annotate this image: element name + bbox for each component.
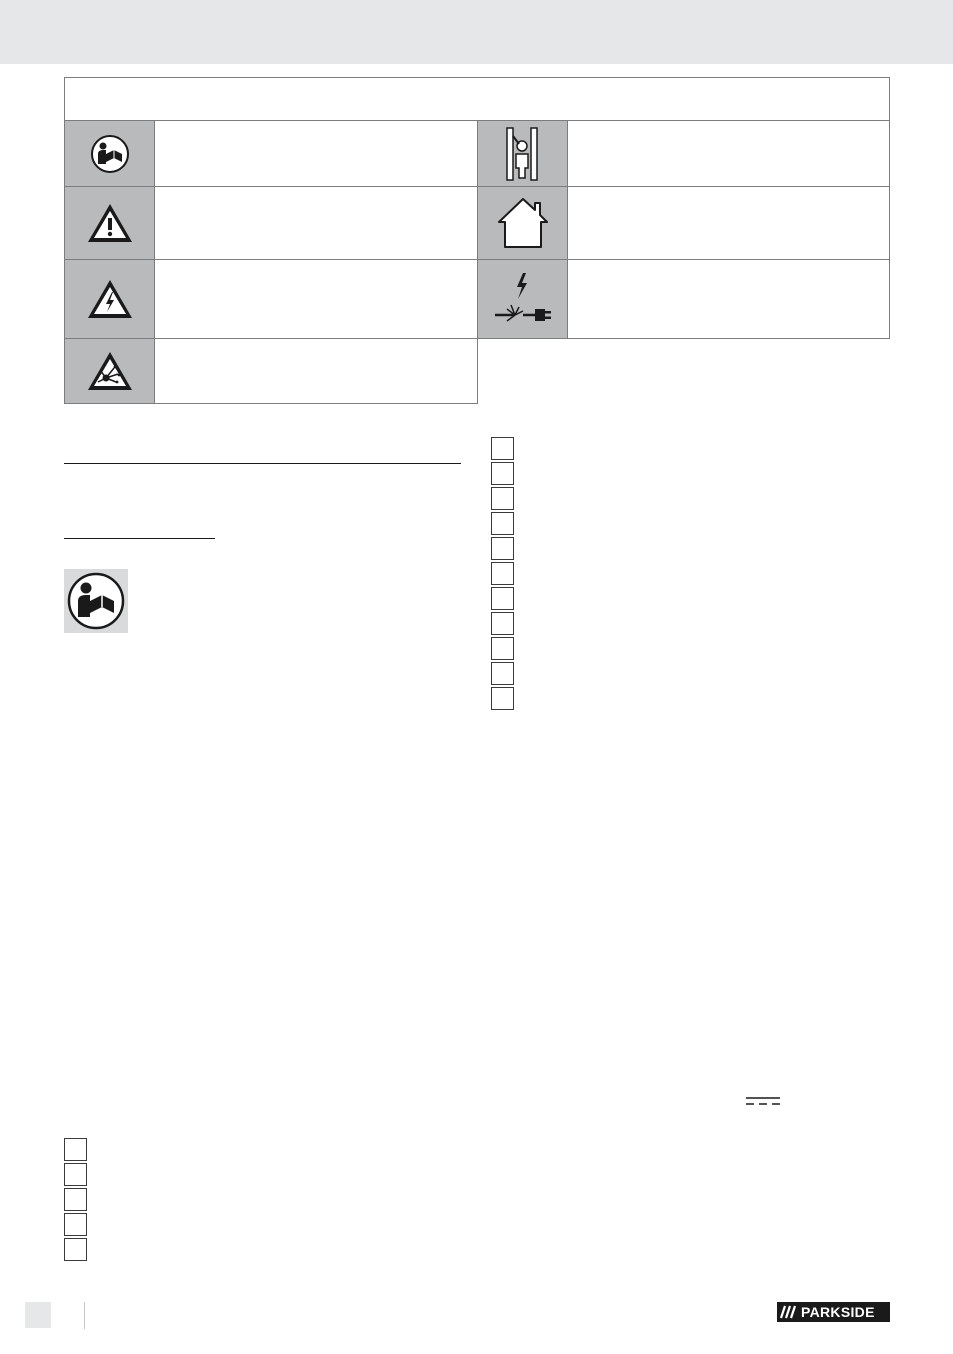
symbol-text-cell bbox=[154, 120, 478, 187]
subsection-heading-rule bbox=[64, 538, 215, 539]
symbol-text-cell bbox=[567, 259, 890, 339]
symbol-cell-damaged-cable bbox=[477, 259, 568, 339]
part-number-box bbox=[491, 587, 514, 610]
part-number-box bbox=[491, 512, 514, 535]
part-number-box bbox=[491, 487, 514, 510]
explosion-warning-icon bbox=[86, 350, 134, 392]
part-number-box bbox=[64, 1188, 87, 1211]
part-number-box bbox=[64, 1163, 87, 1186]
damaged-cable-unplug-icon bbox=[493, 271, 553, 327]
part-number-box bbox=[491, 637, 514, 660]
brand-name: PARKSIDE bbox=[801, 1304, 875, 1320]
symbol-text-cell bbox=[567, 120, 890, 187]
part-number-box bbox=[491, 562, 514, 585]
footer-divider bbox=[84, 1302, 85, 1329]
indoor-use-house-icon bbox=[496, 196, 550, 250]
section-heading-rule bbox=[64, 463, 461, 464]
part-number-box bbox=[491, 437, 514, 460]
part-number-box bbox=[64, 1213, 87, 1236]
symbol-text-cell bbox=[154, 338, 478, 404]
symbol-text-cell bbox=[154, 186, 478, 260]
read-manual-symbol bbox=[64, 569, 128, 633]
part-number-box bbox=[64, 1138, 87, 1161]
electric-shock-warning-icon bbox=[86, 278, 134, 320]
symbol-cell-children bbox=[477, 120, 568, 187]
part-number-box bbox=[491, 687, 514, 710]
header-band bbox=[0, 0, 953, 64]
keep-children-away-icon bbox=[503, 126, 543, 182]
brand-logo bbox=[777, 1302, 890, 1322]
symbol-cell-read-manual bbox=[64, 120, 155, 187]
part-number-box bbox=[64, 1238, 87, 1261]
direct-current-icon bbox=[746, 1096, 780, 1106]
symbol-cell-warning bbox=[64, 186, 155, 260]
symbol-cell-explosion bbox=[64, 338, 155, 404]
page-number-tab bbox=[25, 1302, 51, 1328]
symbol-text-cell bbox=[154, 259, 478, 339]
symbol-cell-electric bbox=[64, 259, 155, 339]
read-manual-icon bbox=[66, 571, 126, 631]
part-number-box bbox=[491, 537, 514, 560]
brand-slashes-icon bbox=[777, 1302, 799, 1322]
symbol-table bbox=[64, 77, 890, 404]
symbol-text-cell bbox=[567, 186, 890, 260]
read-manual-icon bbox=[90, 134, 130, 174]
part-number-box bbox=[491, 662, 514, 685]
symbol-table-header bbox=[64, 77, 890, 121]
part-number-box bbox=[491, 612, 514, 635]
symbol-cell-indoor bbox=[477, 186, 568, 260]
warning-icon bbox=[86, 202, 134, 244]
part-number-box bbox=[491, 462, 514, 485]
